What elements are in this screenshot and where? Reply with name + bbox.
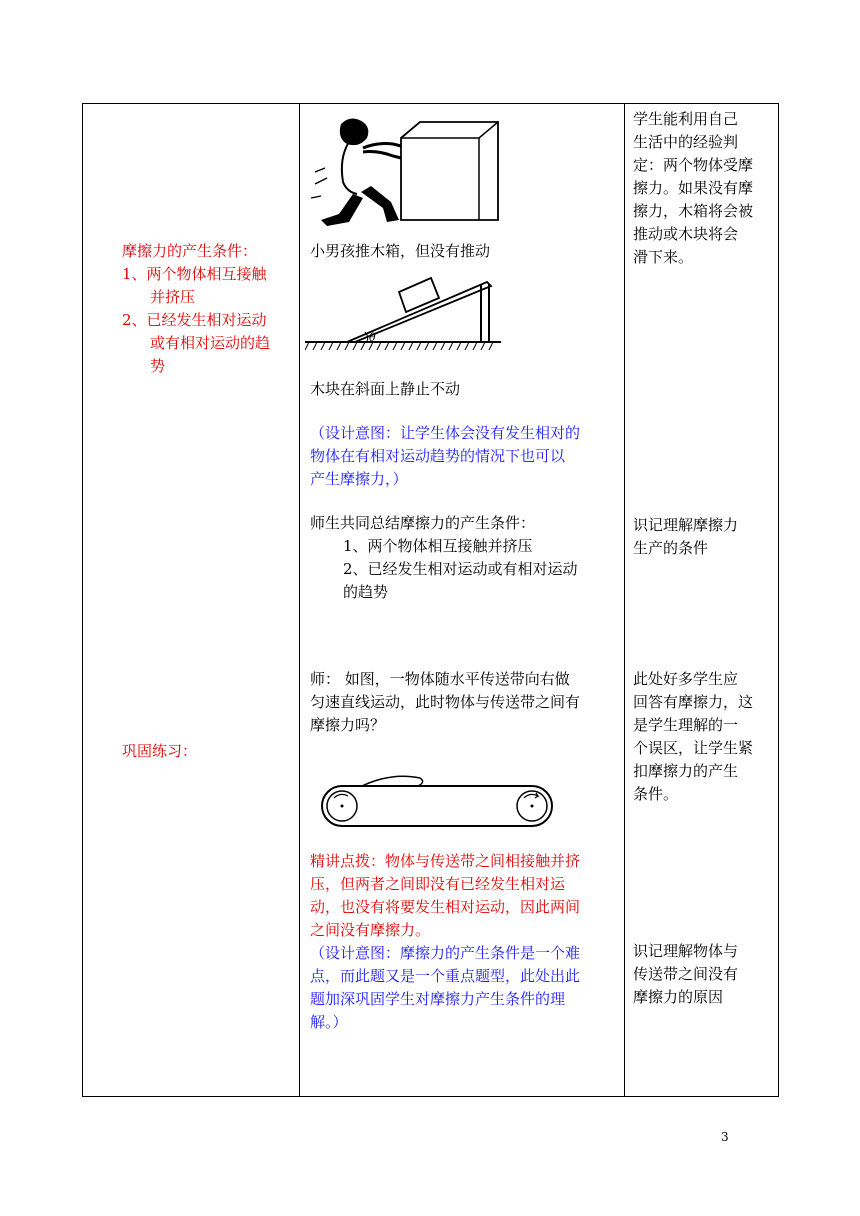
student-note-3-line2: 回答有摩擦力，这 <box>633 693 754 711</box>
teacher-question-line1: 师： 如图，一物体随水平传送带向右做 <box>310 670 570 688</box>
tip-line4: 之间没有摩擦力。 <box>310 921 431 939</box>
student-note-1-line3: 定：两个物体受摩 <box>633 156 754 174</box>
condition-2-line1: 2、已经发生相对运动 <box>122 311 267 329</box>
student-note-2-line2: 生产的条件 <box>633 539 709 557</box>
practice-heading: 巩固练习： <box>122 742 198 760</box>
block-on-incline-diagram <box>305 272 505 354</box>
block-caption: 木块在斜面上静止不动 <box>310 380 461 398</box>
student-note-3-line1: 此处好多学生应 <box>633 670 739 688</box>
summary-item-2-line1: 2、已经发生相对运动或有相对运动 <box>343 560 578 578</box>
student-note-3-line3: 是学生理解的一 <box>633 716 739 734</box>
boy-pushing-box-illustration <box>305 108 505 234</box>
design-intent-1-line3: 产生摩擦力，） <box>310 470 408 488</box>
condition-2-line3: 势 <box>150 357 166 375</box>
student-note-3-line4: 个误区，让学生紧 <box>633 739 754 757</box>
student-note-1-line4: 擦力。如果没有摩 <box>633 179 754 197</box>
conditions-heading: 摩擦力的产生条件： <box>122 242 258 260</box>
teacher-question-line3: 摩擦力吗？ <box>310 716 386 734</box>
student-note-1-line7: 滑下来。 <box>633 248 694 266</box>
column-divider <box>624 104 625 1096</box>
student-note-1-line6: 推动或木块将会 <box>633 225 739 243</box>
summary-heading: 师生共同总结摩擦力的产生条件： <box>310 514 536 532</box>
conveyor-belt-diagram <box>318 770 558 830</box>
student-note-3-line6: 条件。 <box>633 785 679 803</box>
tip-line2: 压，但两者之间即没有已经发生相对运 <box>310 875 566 893</box>
page-number: 3 <box>721 1130 729 1144</box>
student-note-4-line2: 传送带之间没有 <box>633 965 739 983</box>
design-intent-1-line2: 物体在有相对运动趋势的情况下也可以 <box>310 447 566 465</box>
summary-item-2-line2: 的趋势 <box>343 583 389 601</box>
summary-item-1: 1、两个物体相互接触并挤压 <box>343 537 533 555</box>
student-note-1-line5: 擦力，木箱将会被 <box>633 202 754 220</box>
tip-line1: 精讲点拨：物体与传送带之间相接触并挤 <box>310 852 581 870</box>
boy-caption: 小男孩推木箱，但没有推动 <box>310 242 491 260</box>
tip-line3: 动，也没有将要发生相对运动，因此两间 <box>310 898 581 916</box>
design-intent-2-line1: （设计意图：摩擦力的产生条件是一个难 <box>310 944 581 962</box>
student-note-4-line3: 摩擦力的原因 <box>633 988 724 1006</box>
student-note-1-line2: 生活中的经验判 <box>633 133 739 151</box>
design-intent-2-line2: 点，而此题又是一个重点题型，此处出此 <box>310 967 581 985</box>
condition-2-line2: 或有相对运动的趋 <box>150 334 271 352</box>
student-note-2-line1: 识记理解摩擦力 <box>633 516 739 534</box>
design-intent-2-line3: 题加深巩固学生对摩擦力产生条件的理 <box>310 990 566 1008</box>
condition-1-line2: 并挤压 <box>150 288 196 306</box>
student-note-3-line5: 扣摩擦力的产生 <box>633 762 739 780</box>
condition-1-line1: 1、两个物体相互接触 <box>122 265 267 283</box>
column-divider <box>299 104 300 1096</box>
design-intent-2-line4: 解。） <box>310 1013 348 1031</box>
teacher-question-line2: 匀速直线运动，此时物体与传送带之间有 <box>310 693 581 711</box>
student-note-1-line1: 学生能利用自己 <box>633 110 739 128</box>
angle-label: θ <box>369 331 376 344</box>
design-intent-1-line1: （设计意图：让学生体会没有发生相对的 <box>310 424 581 442</box>
student-note-4-line1: 识记理解物体与 <box>633 942 739 960</box>
